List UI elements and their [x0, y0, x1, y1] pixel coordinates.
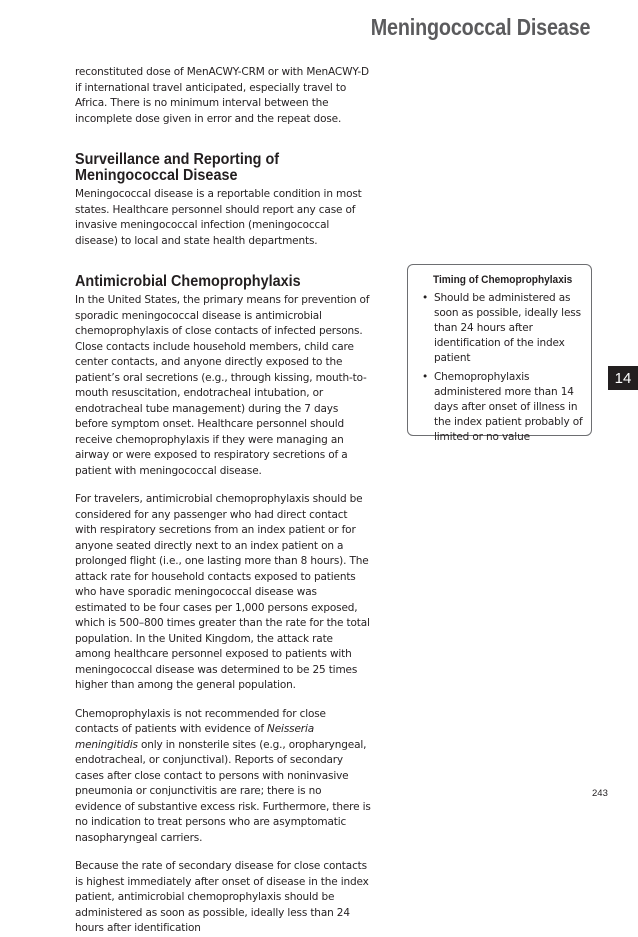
antimicrobial-heading: Antimicrobial Chemoprophylaxis [75, 273, 301, 290]
bullet-icon: • [422, 292, 429, 304]
antimicrobial-paragraph-4: Because the rate of secondary disease for close contacts is highest immediately after onset of disease in the index patient, antimicrobial chemoprophylaxis should be administered as soon as possible, ideally less than 24 hours after identification [75, 860, 369, 934]
intro-paragraph: reconstituted dose of MenACWY-CRM or with MenACWY-D if international travel anticipated, especially travel to Africa. There is no minimum interval between the incomplete dose given in error and the repeat dose. [75, 66, 369, 125]
sidebox-item-text: Should be administered as soon as possible, ideally less than 24 hours after identification of the index patient [434, 292, 581, 364]
organism-name: Neisseria meningitidis [75, 723, 314, 751]
main-column [75, 65, 371, 937]
sidebox-item [422, 370, 583, 445]
antimicrobial-paragraph-1: In the United States, the primary means for prevention of sporadic meningococcal disease is antimicrobial chemoprophylaxis of close contacts of infected persons. Close contacts include household members, child care center contacts, and anyone directly exposed to the patient’s oral secretions (e.g., through kissing, mouth-to-mouth resuscitation, endotracheal intubation, or endotracheal tube management) during the 7 days before symptom onset. Healthcare personnel should receive chemoprophylaxis if they were managing an airway or were exposed to respiratory secretions of a patient with meningococcal disease. [75, 294, 370, 477]
sidebox-list [422, 291, 583, 445]
sidebox-title: Timing of Chemoprophylaxis [433, 274, 573, 286]
timing-sidebox [407, 264, 592, 443]
antimicrobial-paragraph-3 [75, 707, 371, 847]
surveillance-heading-line1: Surveillance and Reporting of [75, 151, 280, 168]
surveillance-heading [75, 152, 341, 184]
surveillance-body: Meningococcal disease is a reportable condition in most states. Healthcare personnel should report any case of invasive meningococcal infection (meningococcal disease) to local and state health departments. [75, 188, 362, 247]
sidebox-item [422, 291, 583, 366]
chapter-tab: 14 [608, 366, 638, 390]
running-head: Meningococcal Disease [370, 14, 590, 40]
bullet-icon: • [422, 371, 429, 383]
p3-text-after: only in nonsterile sites (e.g., oropharyngeal, endotracheal, or conjunctival). Reports of secondary cases after close contact to persons with noninvasive pneumonia or conjunctivitis are rare; there is no evidence of substantive excess risk. Furthermore, there is no indication to treat persons who are asymptomatic nasopharyngeal carriers. [75, 738, 371, 844]
antimicrobial-paragraph-2: For travelers, antimicrobial chemoprophylaxis should be considered for any passenger who had direct contact with respiratory secretions from an index patient or for anyone seated directly next to an index patient on a prolonged flight (i.e., one lasting more than 8 hours). The attack rate for household contacts exposed to patients who have sporadic meningococcal disease was estimated to be four cases per 1,000 persons exposed, which is 500–800 times greater than the rate for the total population. In the United Kingdom, the attack rate among healthcare personnel exposed to patients with meningococcal disease was determined to be 25 times higher than among the general population. [75, 493, 370, 691]
sidebox-item-text: Chemoprophylaxis administered more than 14 days after onset of illness in the index patient probably of limited or no value [434, 371, 583, 443]
p3-text-before: Chemoprophylaxis is not recommended for close contacts of patients with evidence of [75, 707, 326, 735]
page-number: 243 [592, 788, 608, 799]
surveillance-heading-line2: Meningococcal Disease [75, 167, 238, 184]
